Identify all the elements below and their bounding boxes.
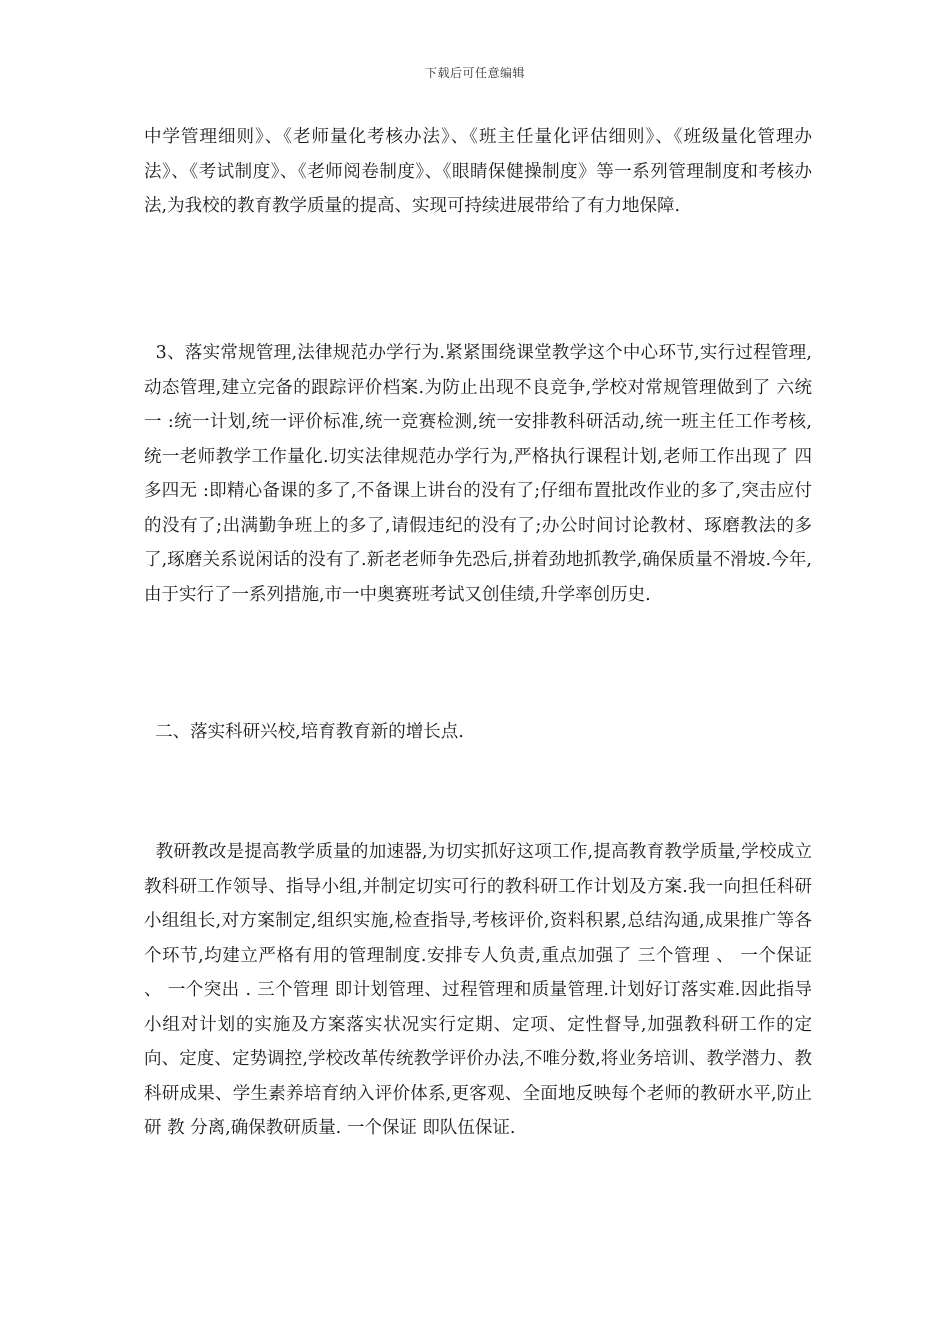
section-heading: 二、落实科研兴校,培育教育新的增长点.	[144, 722, 464, 742]
page-header: 下载后可任意编辑	[424, 66, 525, 80]
paragraph-1: 中学管理细则》、《老师量化考核办法》、《班主任量化评估细则》、《班级量化管理办法》、《考试制度》、《老师阅卷制度》、《眼睛保健操制度》等一系列管理制度和考核办法,为我校的教育教学质量的提高、实现可持续进展带给了有力地保障.	[144, 127, 812, 216]
paragraph-3: 教研教改是提高教学质量的加速器,为切实抓好这项工作,提高教育教学质量,学校成立教科研工作领导、指导小组,并制定切实可行的教科研工作计划及方案.我一向担任科研小组组长,对方案制定,组织实施,检查指导,考核评价,资料积累,总结沟通,成果推广等各个环节,均建立严格有用的管理制度.安排专人负责,重点加强了 三个管理 、 一个保证 、 一个突出 . 三个管理 即计划管理、过程管理和质量管理.计划好订落实难.因此指导小组对计划的实施及方案落实状况实行定期、定项、定性督导,加强教科研工作的定向、定度、定势调控,学校改革传统教学评价办法,不唯分数,将业务培训、教学潜力、教科研成果、学生素养培育纳入评价体系,更客观、全面地反映每个老师的教研水平,防止 研 教 分离,确保教研质量. 一个保证 即队伍保证.	[144, 842, 818, 1138]
paragraph-2: 3、落实常规管理,法律规范办学行为.紧紧围绕课堂教学这个中心环节,实行过程管理,动态管理,建立完备的跟踪评价档案.为防止出现不良竞争,学校对常规管理做到了 六统一 :统一计划,统一评价标准,统一竞赛检测,统一安排教科研活动,统一班主任工作考核,统一老师教学工作量化.切实法律规范办学行为,严格执行课程计划,老师工作出现了 四多四无 :即精心备课的多了,不备课上讲台的没有了;仔细布置批改作业的多了,突击应付的没有了;出满勤争班上的多了,请假违纪的没有了;办公时间讨论教材、琢磨教法的多了,琢磨关系说闲话的没有了.新老老师争先恐后,拼着劲地抓教学,确保质量不滑坡.今年,由于实行了一系列措施,市一中奥赛班考试又创佳绩,升学率创历史.	[144, 343, 812, 605]
